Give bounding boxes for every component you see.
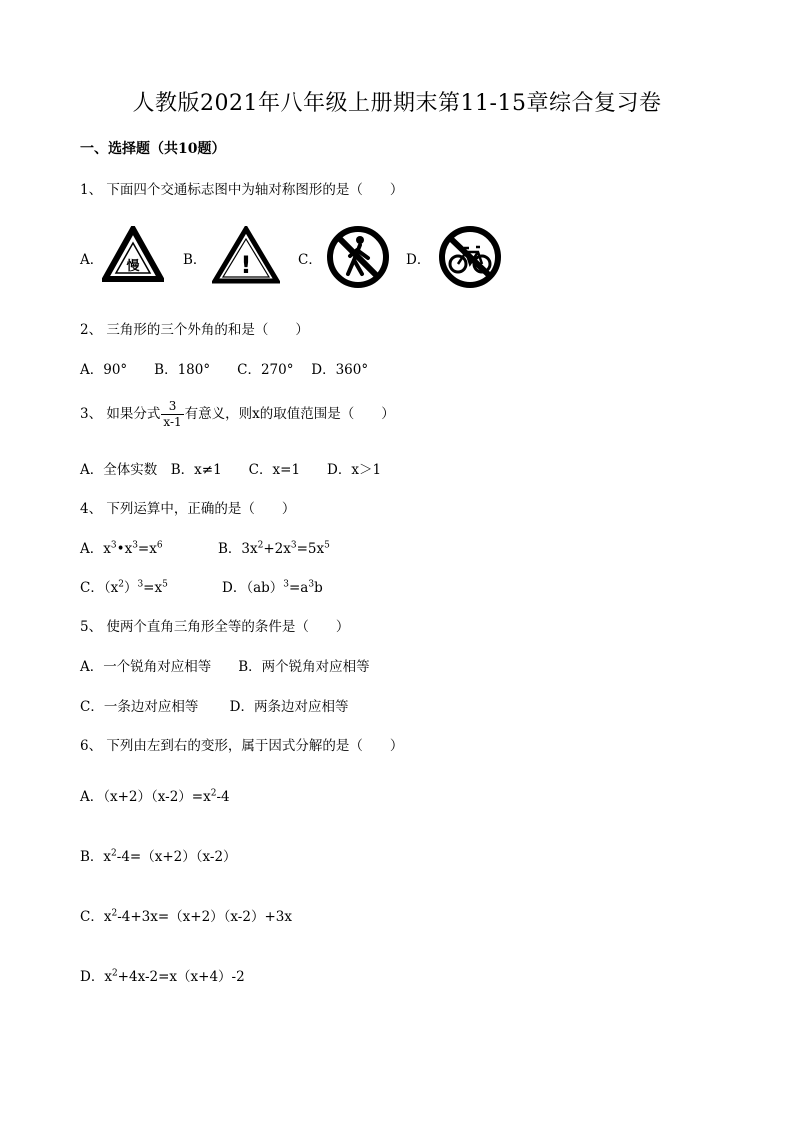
q4-option-b: B．$3x^2+2x^3=5x^5$ bbox=[218, 540, 330, 557]
q6-option-b: B．$x^2-4=(x+2)(x-2)$ bbox=[80, 848, 237, 865]
question-1-stem: 1、 下面四个交通标志图中为轴对称图形的是（ ） bbox=[80, 182, 404, 198]
question-6-stem: 6、 下列由左到右的变形，属于因式分解的是（ ） bbox=[80, 738, 404, 754]
section-heading: 一、选择题（共10题） bbox=[80, 141, 226, 157]
question-2-options: A．90° B．180° C．270° D．360° bbox=[80, 362, 369, 378]
q5-options-cd: C．一条边对应相等 D．两条边对应相等 bbox=[80, 699, 349, 715]
question-5-stem: 5、 使两个直角三角形全等的条件是（ ） bbox=[80, 619, 350, 635]
no-pedestrian-sign-icon bbox=[324, 224, 392, 290]
q1-option-b-label: B． bbox=[183, 252, 207, 268]
question-3-stem bbox=[80, 399, 395, 430]
sign-b-text: ! bbox=[240, 251, 252, 279]
question-2-stem: 2、 三角形的三个外角的和是（ ） bbox=[80, 322, 309, 338]
no-bicycle-sign-icon bbox=[434, 224, 506, 290]
q1-option-c-label: C． bbox=[298, 252, 322, 268]
page-title: 人教版2021年八年级上册期末第11-15章综合复习卷 bbox=[132, 91, 662, 116]
q1-option-a-label: A． bbox=[80, 252, 104, 268]
slow-warning-sign-icon bbox=[102, 226, 164, 282]
question-4-stem: 4、 下列运算中，正确的是（ ） bbox=[80, 501, 296, 517]
q5-options-ab: A．一个锐角对应相等 B．两个锐角对应相等 bbox=[80, 659, 370, 675]
q4-option-a: A．$x^3•x^3=x^6$ bbox=[80, 540, 163, 557]
q3-stem-post: 有意义，则x的取值范围是（ ） bbox=[184, 406, 395, 422]
q1-option-d-label: D． bbox=[406, 252, 431, 268]
q3-stem-pre: 3、 如果分式 bbox=[80, 406, 161, 422]
q3-fraction-denominator: x-1 bbox=[163, 415, 182, 429]
sign-a-text: 慢 bbox=[126, 259, 140, 274]
question-3-options: A．全体实数 B．x≠1 C．x=1 D．x＞1 bbox=[80, 462, 382, 478]
q4-option-c: C．$(x^2)^3=x^5$ bbox=[80, 579, 168, 596]
q6-option-c: C．$x^2-4+3x=(x+2)(x-2)+3x$ bbox=[80, 908, 292, 925]
q3-fraction-numerator: 3 bbox=[161, 399, 183, 415]
q6-option-a: A．$(x+2)(x-2)=x^2-4$ bbox=[80, 788, 230, 805]
q3-fraction bbox=[161, 399, 183, 430]
q4-option-d: D．$(ab)^3=a^3b$ bbox=[222, 579, 323, 596]
caution-warning-sign-icon bbox=[212, 226, 280, 284]
q6-option-d: D．$x^2+4x-2=x(x+4)-2$ bbox=[80, 968, 245, 985]
